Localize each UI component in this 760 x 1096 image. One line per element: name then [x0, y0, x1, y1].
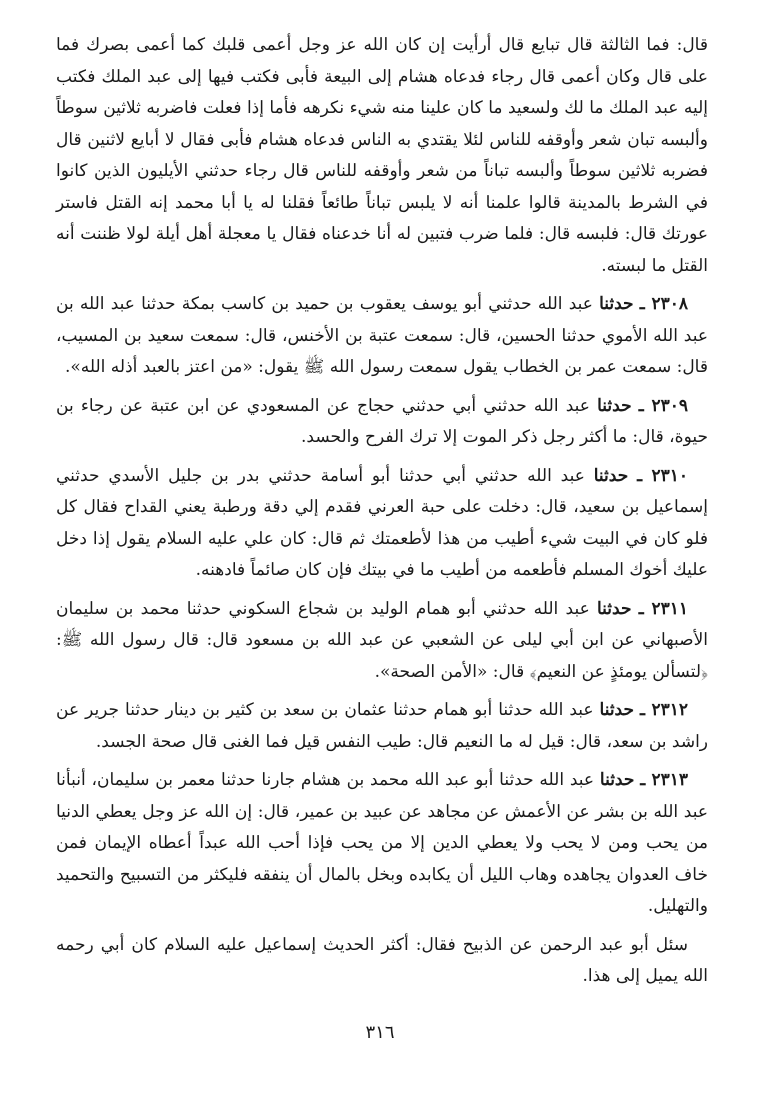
- hadith-number: ٢٣٠٩ ـ: [638, 395, 688, 416]
- page-number: ٣١٦: [365, 1022, 395, 1043]
- paragraph-opening: [56, 30, 708, 282]
- hadith-number: ٢٣٠٨ ـ: [639, 294, 688, 314]
- hadith-2309: [56, 391, 708, 454]
- hadith-keyword: حدثنا: [596, 598, 632, 619]
- hadith-keyword: حدثنا: [597, 395, 632, 416]
- page-body: [56, 30, 708, 1000]
- hadith-keyword: حدثنا: [599, 294, 634, 314]
- hadith-text: عبد الله حدثني أبي حدثني حجاج عن المسعودي عن ابن عتبة عن رجاء بن حيوة، قال: ما أكثر رجل ذكر الموت إلا ترك الفرح والحسد.: [56, 395, 708, 447]
- hadith-2311: [56, 594, 708, 689]
- hadith-keyword: حدثنا: [593, 465, 629, 486]
- hadith-number: ٢٣١١ ـ: [638, 598, 688, 619]
- paragraph-text: قال: فما الثالثة قال تبايع قال أرأيت إن كان الله عز وجل أعمى قلبك كما أعمى بصرك فما على قال وكان أعمى قال رجاء فدعاه هشام إلى البيعة فأبى فكتب فيها إلى عبد الملك فكتب إليه عبد الملك ما لك ولسعيد ما كان علينا منه شيء نكرهه فأما إذا فعلت فاضربه ثلاثين سوطاً وألبسه تبان شعر وأوقفه للناس لئلا يقتدي به الناس فدعاه هشام فأبى فقال لا أبايع لاثنين قال فضربه ثلاثين سوطاً وألبسه تباناً من شعر وأوقفه للناس قال رجاء حدثني الأيليون الذين كانوا في الشرط بالمدينة قالوا علمنا أنه لا يلبس تباناً طائعاً فقلنا له يا أبا محمد إنه القتل فاستر عورتك قال: فلبسه قال: فلما ضرب فتبين له أنا خدعناه فقال يا معجلة أهل أيلة لولا ظننت أنه القتل ما لبسته.: [56, 35, 708, 276]
- hadith-text: عبد الله حدثني أبي حدثنا أبو أسامة حدثني بدر بن جليل الأسدي حدثني إسماعيل بن سعيد، قال: دخلت على حبة العرني فقدم إلي دقة ورطبة يعني القداح فقال كل فلو كان في البيت شيء أطيب من هذا لأطعمتك ثم قال: كان علي عليه السلام يقول إذا دخل عليك أخوك المسلم فأطعمه من أطيب ما في بيتك فإن كان صائماً فادهنه.: [56, 465, 708, 580]
- hadith-number: ٢٣١٢ ـ: [639, 700, 688, 720]
- hadith-2312: [56, 695, 708, 758]
- hadith-number: ٢٣١٠ ـ: [637, 465, 688, 486]
- hadith-text: عبد الله حدثني أبو يوسف يعقوب بن حميد بن كاسب بمكة حدثنا عبد الله بن عبد الله الأموي حدثنا الحسين، قال: سمعت عتبة بن الأخنس، قال: سمعت سعيد بن المسيب، قال: سمعت عمر بن الخطاب يقول سمعت رسول الله ﷺ يقول: «من اعتز بالعبد أذله الله».: [56, 294, 708, 377]
- hadith-keyword: حدثنا: [599, 770, 635, 790]
- hadith-number: ٢٣١٣ ـ: [640, 770, 689, 790]
- hadith-keyword: حدثنا: [599, 700, 634, 720]
- hadith-2310: [56, 461, 708, 587]
- hadith-text: عبد الله حدثني أبو همام الوليد بن شجاع السكوني حدثنا محمد بن سليمان الأصبهاني عن ابن أبي ليلى عن الشعبي عن عبد الله بن مسعود قال: قال رسول الله ﷺ: ﴿لتسألن يومئذٍ عن النعيم﴾ قال: «الأمن الصحة».: [56, 598, 708, 682]
- hadith-2308: [56, 289, 708, 384]
- paragraph-text: سئل أبو عبد الرحمن عن الذبيح فقال: أكثر الحديث إسماعيل عليه السلام كان أبي رحمه الله يميل إلى هذا.: [56, 934, 708, 986]
- hadith-text: عبد الله حدثنا أبو همام حدثنا عثمان بن سعد بن كثير بن دينار حدثنا جرير عن راشد بن سعد، قال: قيل له ما النعيم قال: طيب النفس قيل فما الغنى قال صحة الجسد.: [56, 700, 708, 752]
- hadith-text: عبد الله حدثنا أبو عبد الله محمد بن هشام جارنا حدثنا معمر بن سليمان، أنبأنا عبد الله بن بشر عن الأعمش عن مجاهد عن عبيد بن عمير، قال: إن الله عز وجل يعطي الدنيا من يحب ومن لا يحب ولا يعطي الدين إلا من يحب فإذا أحب الله عبداً أعطاه الإيمان فمن خاف العدوان يجاهده وهاب الليل أن يكابده وبخل بالمال أن ينفقه فليكثر من التسبيح والتحميد والتهليل.: [56, 770, 708, 916]
- paragraph-closing: [56, 930, 708, 993]
- hadith-2313: [56, 765, 708, 923]
